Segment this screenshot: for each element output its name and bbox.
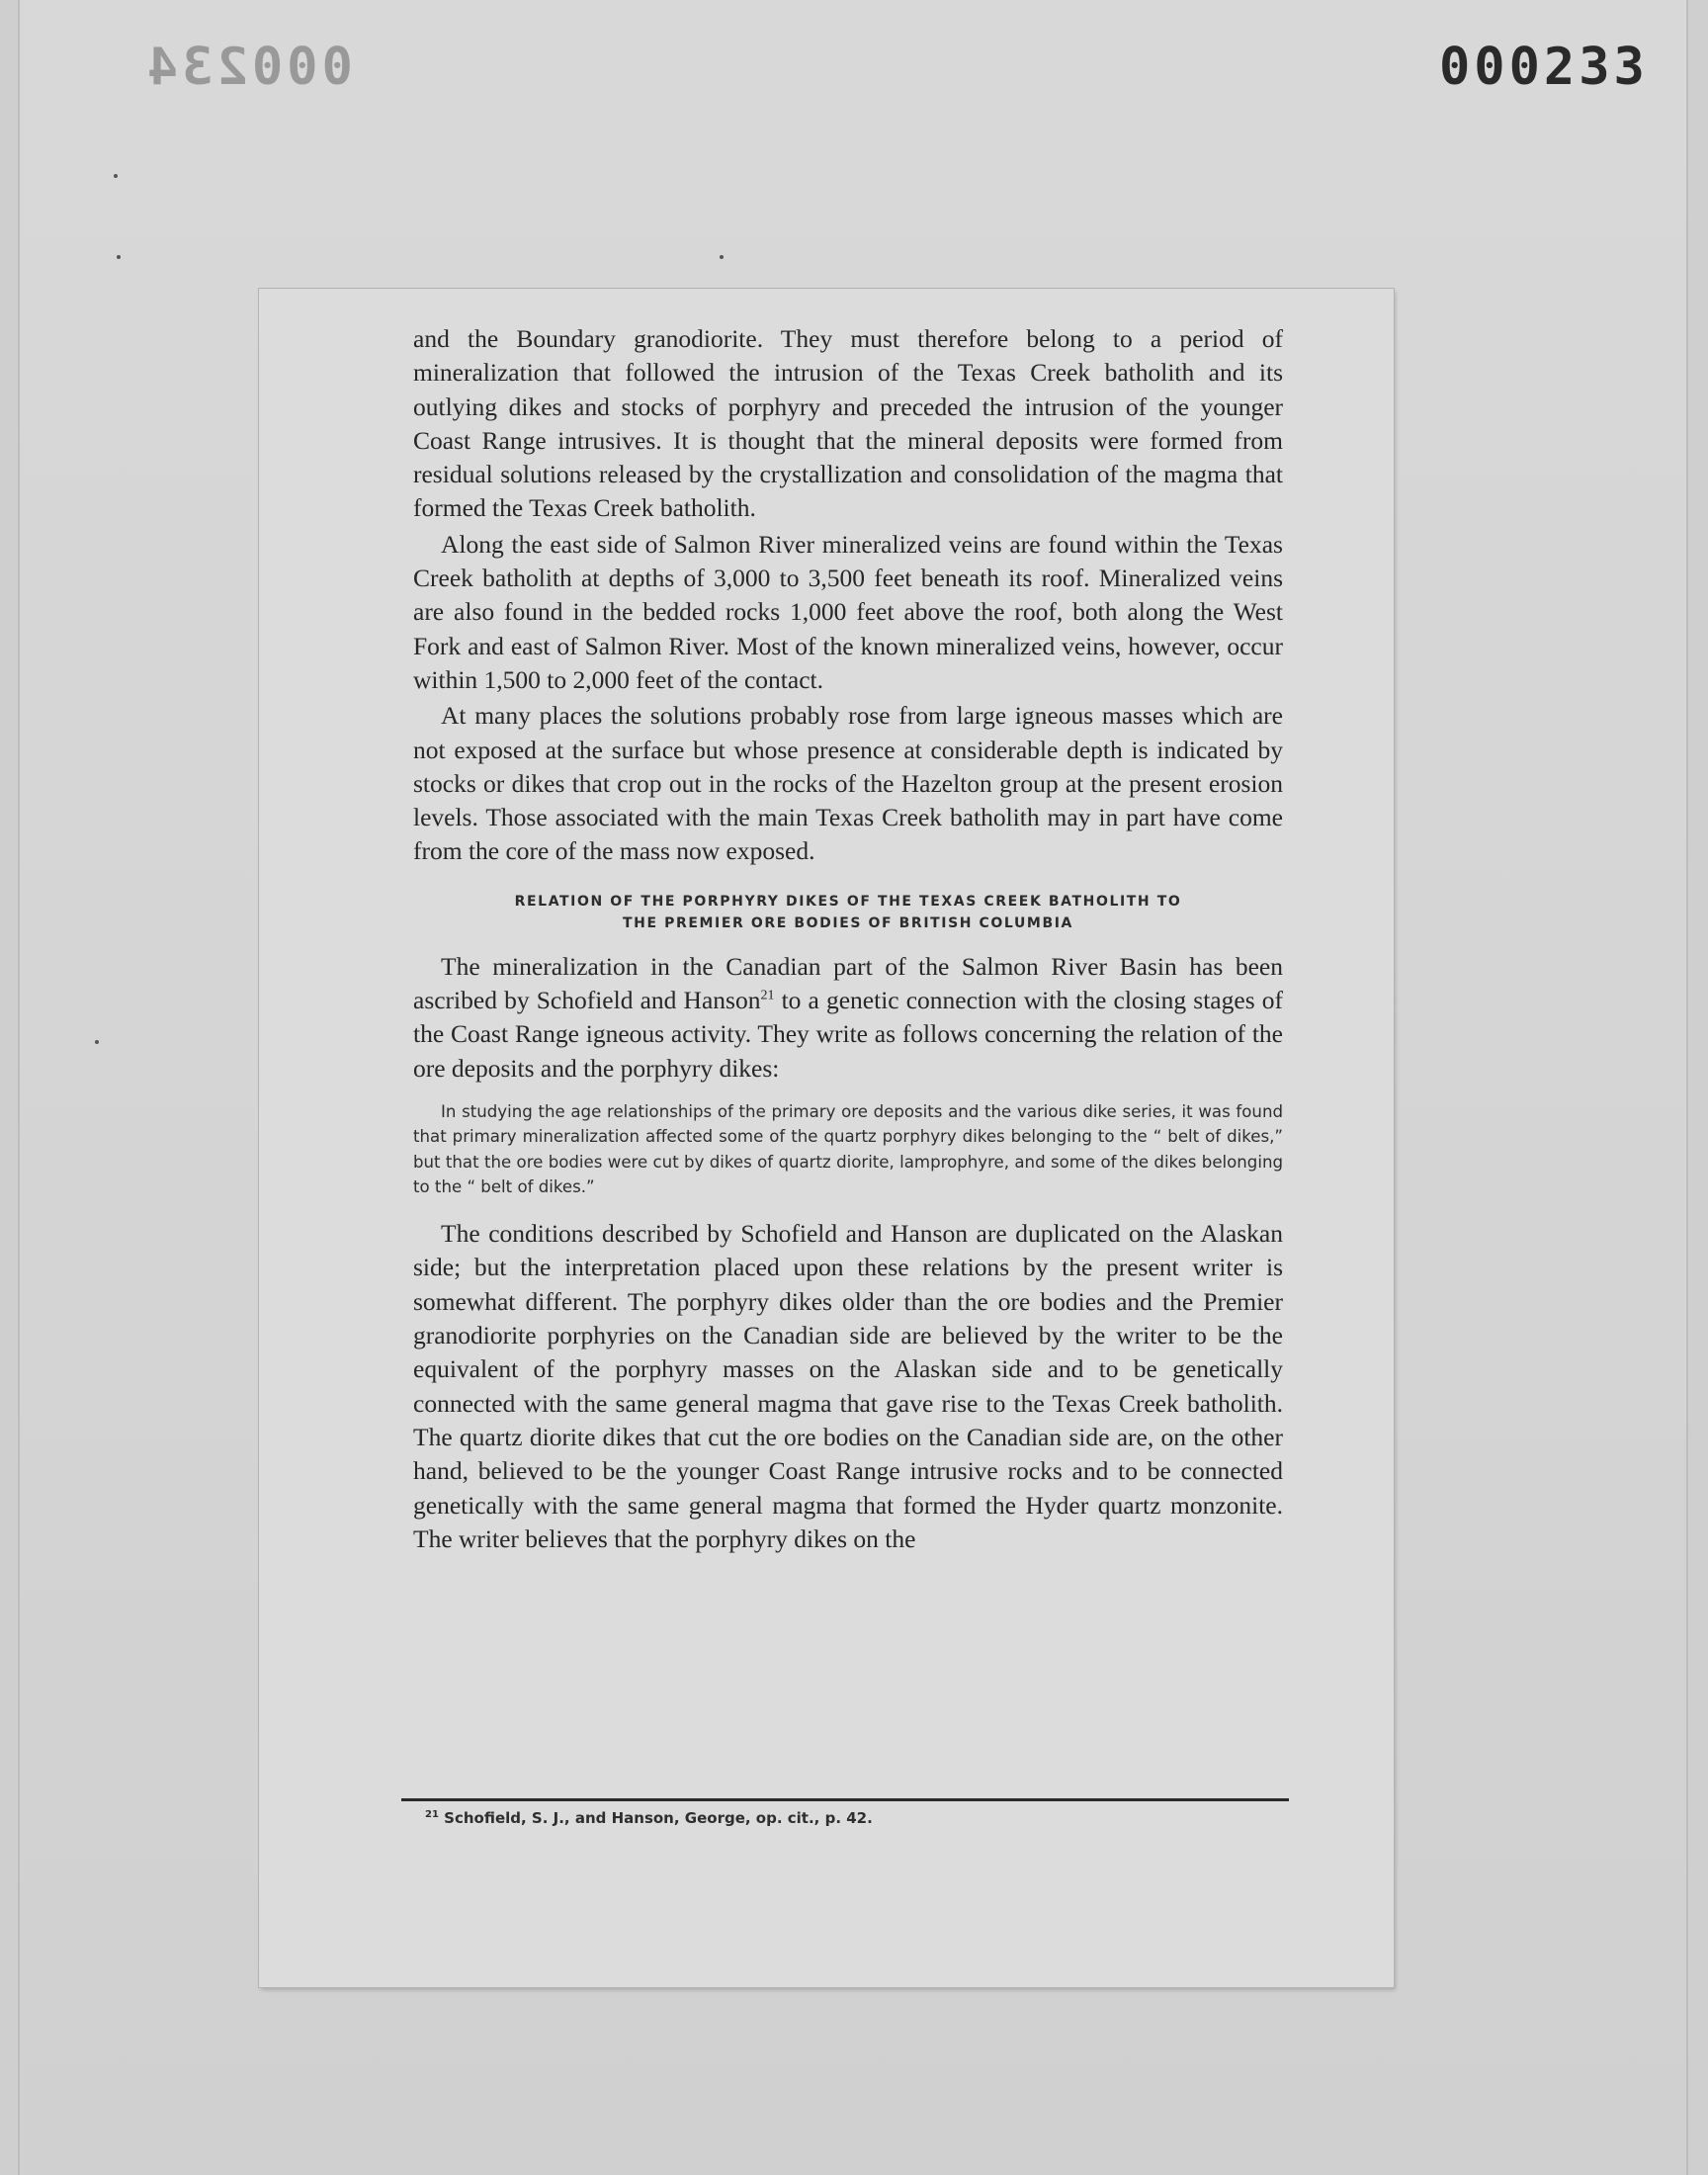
section-heading-line-2: THE PREMIER ORE BODIES OF BRITISH COLUMBIA bbox=[623, 914, 1073, 931]
dust-speck bbox=[95, 1040, 99, 1044]
footnote-marker: 21 bbox=[425, 1809, 439, 1820]
paragraph-4 bbox=[413, 950, 1283, 1086]
backing-sheet-right-edge bbox=[1686, 0, 1688, 2175]
footnote-rule bbox=[401, 1798, 1289, 1801]
paragraph-2: Along the east side of Salmon River mineralized veins are found within the Texas Creek batholith at depths of 3,000 to 3,500 feet beneath its roof. Mineralized veins are also found in the bedded rocks 1,000 feet above the roof, both along the West Fork and east of Salmon River. Most of the known mineralized veins, however, occur within 1,500 to 2,000 feet of the contact. bbox=[413, 529, 1283, 694]
footnote-text: Schofield, S. J., and Hanson, George, op. cit., p. 42. bbox=[438, 1809, 873, 1827]
paragraph-4-text-b: to a genetic connection with the closing stages of the Coast Range igneous activity. They write as follows concerning the relation of the ore deposits and the porphyry dikes: bbox=[413, 986, 1283, 1083]
backing-sheet-left-edge bbox=[18, 0, 20, 2175]
block-quotation: In studying the age relationships of the primary ore deposits and the various dike series, it was found that primary mineralization affected some of the quartz porphyry dikes belonging to the “ belt of dikes,” but that the ore bodies were cut by dikes of quartz diorite, lamprophyre, and some of the dikes belonging to the “ belt of dikes.” bbox=[413, 1101, 1283, 1196]
mirrored-page-stamp: 000234 bbox=[143, 38, 353, 97]
paragraph-3: At many places the solutions probably rose from large igneous masses which are not exposed at the surface but whose presence at considerable depth is indicated by stocks or dikes that crop out in the rocks of the Hazelton group at the present erosion levels. Those associated with the main Texas Creek batholith may in part have come from the core of the mass now exposed. bbox=[413, 701, 1283, 866]
dust-speck bbox=[114, 174, 118, 178]
document-page bbox=[259, 289, 1394, 1987]
footnote-reference: 21 bbox=[760, 988, 775, 1003]
page-number-stamp: 000233 bbox=[1439, 38, 1649, 97]
footnote bbox=[425, 1809, 873, 1827]
paragraph-4-text-a: The mineralization in the Canadian part of the Salmon River Basin has been ascribed by Schofield and Hanson bbox=[413, 951, 1283, 1015]
page-text bbox=[413, 322, 1283, 1556]
paragraph-5: The conditions described by Schofield and Hanson are duplicated on the Alaskan side; but the interpretation placed upon these relations by the present writer is somewhat different. The porphyry dikes older than the ore bodies and the Premier granodiorite porphyries on the Canadian side are believed by the writer to be the equivalent of the porphyry masses on the Alaskan side and to be genetically connected with the same general magma that gave rise to the Texas Creek batholith. The quartz diorite dikes that cut the ore bodies on the Canadian side are, on the other hand, believed to be the younger Coast Range intrusive rocks and to be connected genetically with the same general magma that formed the Hyder quartz monzonite. The writer believes that the porphyry dikes on the bbox=[413, 1219, 1283, 1553]
dust-speck bbox=[720, 255, 724, 259]
dust-speck bbox=[117, 255, 121, 259]
paragraph-1: and the Boundary granodiorite. They must therefore belong to a period of mineralization that followed the intrusion of the Texas Creek batholith and its outlying dikes and stocks of porphyry and preceded the intrusion of the younger Coast Range intrusives. It is thought that the mineral deposits were formed from residual solutions released by the crystallization and consolidation of the magma that formed the Texas Creek batholith. bbox=[413, 324, 1283, 523]
section-heading-line-1: RELATION OF THE PORPHYRY DIKES OF THE TEXAS CREEK BATHOLITH TO bbox=[514, 893, 1182, 910]
section-heading bbox=[413, 891, 1283, 934]
